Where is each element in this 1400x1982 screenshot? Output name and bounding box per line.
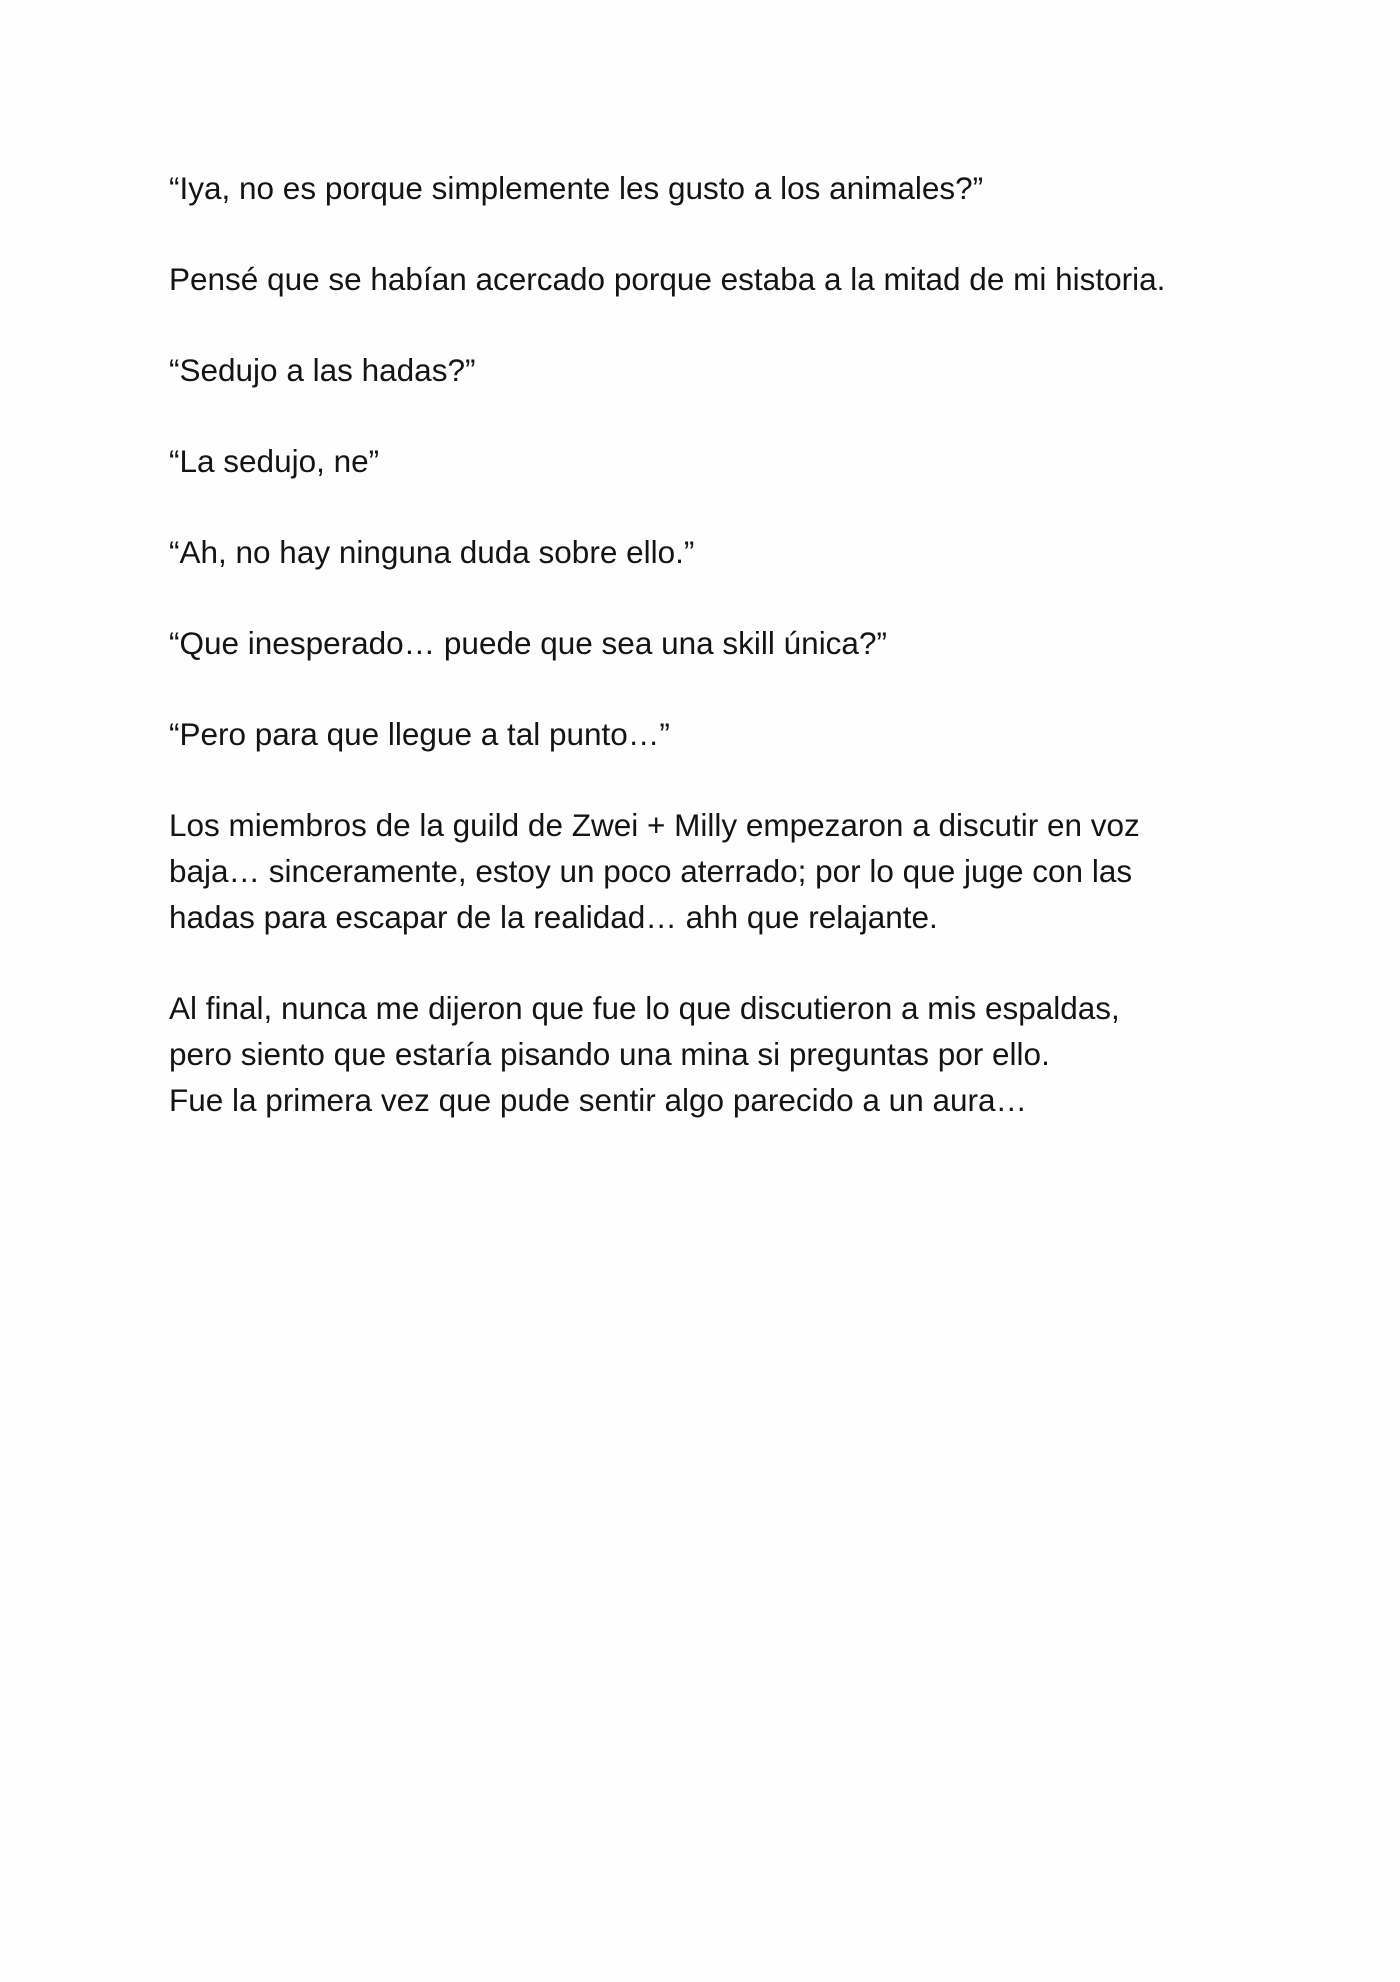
text-line: “Iya, no es porque simplemente les gusto a los animales?” — [169, 170, 984, 206]
text-line: baja… sinceramente, estoy un poco aterrado; por lo que juge con las — [169, 853, 1133, 889]
paragraph-7 — [169, 711, 1249, 757]
text-line: Al final, nunca me dijeron que fue lo que discutieron a mis espaldas, — [169, 990, 1120, 1026]
text-line: hadas para escapar de la realidad… ahh que relajante. — [169, 899, 938, 935]
text-line: Los miembros de la guild de Zwei + Milly empezaron a discutir en voz — [169, 807, 1140, 843]
paragraph-1 — [169, 165, 1249, 211]
paragraph-9 — [169, 985, 1249, 1123]
paragraph-8 — [169, 802, 1249, 940]
paragraph-6 — [169, 620, 1249, 666]
text-line: Fue la primera vez que pude sentir algo parecido a un aura… — [169, 1082, 1028, 1118]
paragraph-4 — [169, 438, 1249, 484]
text-line: pero siento que estaría pisando una mina si preguntas por ello. — [169, 1036, 1050, 1072]
text-line: “Sedujo a las hadas?” — [169, 352, 476, 388]
paragraph-5 — [169, 529, 1249, 575]
text-line: Pensé que se habían acercado porque estaba a la mitad de mi historia. — [169, 261, 1166, 297]
text-line: “Ah, no hay ninguna duda sobre ello.” — [169, 534, 695, 570]
paragraph-3 — [169, 347, 1249, 393]
text-line: “Que inesperado… puede que sea una skill única?” — [169, 625, 887, 661]
text-line: “La sedujo, ne” — [169, 443, 380, 479]
document-body — [169, 165, 1249, 1168]
paragraph-2 — [169, 256, 1249, 302]
text-line: “Pero para que llegue a tal punto…” — [169, 716, 670, 752]
